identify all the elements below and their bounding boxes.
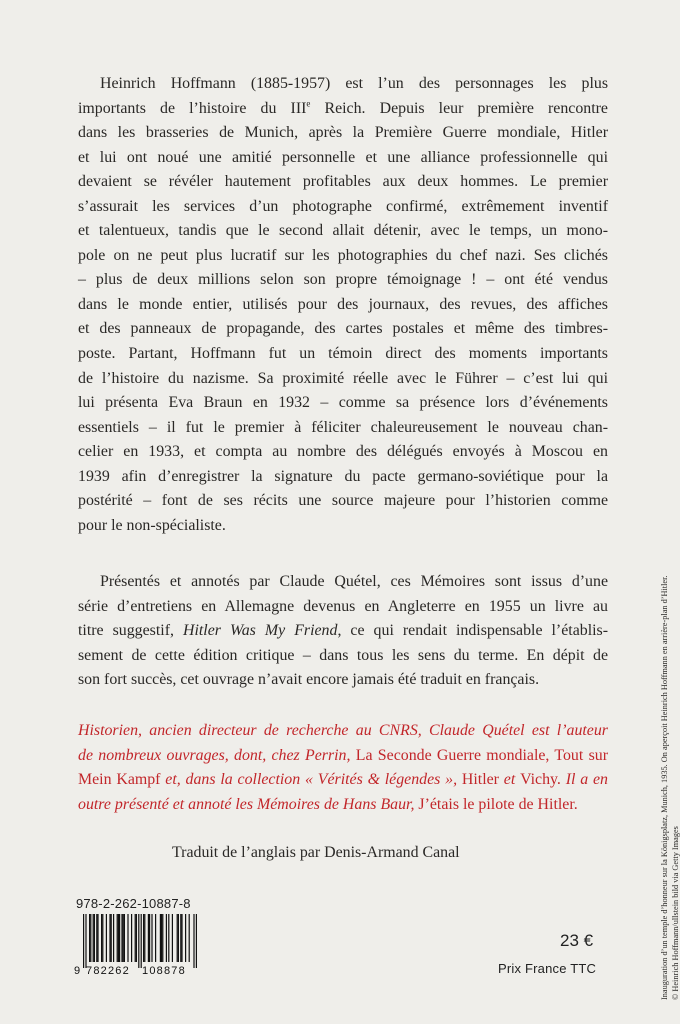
barcode-bar [180, 914, 181, 962]
text-line: devaient se révéler hautement profitables aux deux hommes. Le premier [78, 173, 608, 191]
text-line: et talentueux, tandis que le second allait détenir, avec le temps, un mono- [78, 222, 608, 240]
barcode-bar [127, 914, 128, 962]
text-line: celier en 1933, et compta au nombre des délégués envoyés à Moscou en [78, 443, 608, 461]
summary-paragraph-1 [78, 72, 608, 538]
barcode-bar [124, 914, 125, 962]
barcode-bar [109, 914, 110, 962]
barcode-bar [135, 914, 136, 962]
barcode-bar [149, 914, 150, 962]
barcode-bar [141, 914, 142, 968]
barcode-bar [102, 914, 103, 962]
barcode-bar [196, 914, 197, 968]
barcode-bar [177, 914, 178, 962]
text-line: importants de l’histoire du IIIe Reich. Depuis leur première rencontre [78, 98, 608, 117]
barcode-bar [178, 914, 179, 962]
text-line: sement de cette édition critique – dans tous les sens du terme. En dépit de [78, 646, 608, 664]
barcode-digit-first: 9 [74, 965, 81, 976]
book-title: La Seconde Guerre mondiale, Tout sur [355, 746, 608, 764]
barcode-bar [90, 914, 91, 962]
barcode-bar [94, 914, 95, 962]
barcode-bar [96, 914, 97, 962]
superscript: e [306, 98, 311, 109]
barcode-bar [148, 914, 149, 962]
photo-credit [660, 575, 680, 1000]
barcode-bar [161, 914, 162, 962]
text-line: pour le non-spécialiste. [78, 516, 226, 534]
barcode-bar [113, 914, 114, 962]
barcode-bar [166, 914, 167, 962]
summary-paragraph-2 [78, 570, 608, 693]
book-title: Mein Kampf [78, 771, 161, 789]
text-line: Mein Kampf et, dans la collection « Vérités & légendes », Hitler et Vichy. Il a en [78, 771, 608, 789]
barcode-bar [144, 914, 145, 962]
price: 23 € [560, 931, 594, 950]
book-title: Vichy. [520, 771, 561, 789]
photo-caption: Inauguration d’un temple d’honneur sur la Königsplatz, Munich, 1935. On aperçoit Heinrich Hoffmann en arrière-plan d’Hitler. [660, 575, 669, 1000]
barcode-bar [172, 914, 173, 962]
book-title: Hitler Was My Friend [182, 622, 338, 640]
barcode-bar [160, 914, 161, 962]
text-line: Heinrich Hoffmann (1885-1957) est l’un des personnages les plus [100, 75, 608, 92]
text-line: poste. Partant, Hoffmann fut un témoin direct des moments importants [78, 345, 608, 363]
barcode-bar [97, 914, 98, 962]
book-title: Hitler [461, 771, 499, 789]
barcode [73, 914, 201, 976]
barcode-bar [121, 914, 122, 962]
text-line: de l’histoire du nazisme. Sa proximité réelle avec le Führer – c’est lui qui [78, 369, 608, 387]
text-line: dans les brasseries de Munich, après la Première Guerre mondiale, Hitler [78, 124, 608, 142]
text-line: postérité – font de ses récits une source majeure pour l’historien comme [78, 492, 608, 510]
text-line: s’assurait les services d’un photographe confirmé, extrêmement inventif [78, 197, 608, 215]
text-line: et lui ont noué une amitié personnelle et une alliance professionnelle qui [78, 148, 608, 166]
barcode-bar [168, 914, 169, 962]
barcode-bar [93, 914, 94, 962]
price-label: Prix France TTC [498, 961, 597, 976]
text-line: 1939 afin d’enregistrer la signature du pacte germano-soviétique pour la [78, 467, 608, 485]
barcode-bar [136, 914, 137, 962]
text-line: de nombreux ouvrages, dont, chez Perrin, La Seconde Guerre mondiale, Tout sur [78, 746, 608, 764]
author-bio [78, 719, 608, 817]
barcode-digits-left: 782262 [86, 965, 130, 976]
barcode-bar [162, 914, 163, 962]
text-line: et des panneaux de propagande, des cartes postales et même des timbres- [78, 320, 608, 338]
barcode-bar [131, 914, 132, 962]
barcode-bar [155, 914, 156, 962]
barcode-bar [119, 914, 120, 962]
translator-credit: Traduit de l’anglais par Denis-Armand Canal [172, 844, 460, 861]
book-title: J’étais le pilote de Hitler. [418, 795, 578, 813]
barcode-bar [143, 914, 144, 962]
text-line: son fort succès, cet ouvrage n’avait encore jamais été traduit en français. [78, 671, 540, 689]
barcode-bar [101, 914, 102, 962]
barcode-bar [118, 914, 119, 962]
barcode-bar [106, 914, 107, 962]
barcode-bar [117, 914, 118, 962]
text-line: – plus de deux millions selon son propre témoignage ! – ont été vendus [78, 271, 608, 289]
barcode-digits-right: 108878 [142, 965, 186, 976]
barcode-bar [138, 914, 139, 968]
barcode-bar [111, 914, 112, 962]
photo-copyright: © Heinrich Hoffmann/ullstein bild via Getty Images [670, 826, 680, 1000]
text-line: essentiels – il fut le premier à féliciter chaleureusement le nouveau chan- [78, 418, 608, 436]
text-line: outre présenté et annoté les Mémoires de Hans Baur, J’étais le pilote de Hitler. [78, 795, 578, 813]
barcode-bar [181, 914, 182, 962]
barcode-bar [189, 914, 190, 962]
text-line: série d’entretiens en Allemagne devenus en Angleterre en 1955 un livre au [78, 597, 608, 615]
text-line: Historien, ancien directeur de recherche au CNRS, Claude Quétel est l’auteur [78, 722, 608, 739]
text-line: titre suggestif, Hitler Was My Friend, ce qui rendait indispensable l’établis- [78, 622, 608, 640]
text-line: pole on ne peut plus lucratif sur les photographies du chef nazi. Ses clichés [78, 246, 608, 264]
barcode-bar [83, 914, 84, 968]
barcode-bar [89, 914, 90, 962]
isbn: 978-2-262-10887-8 [76, 896, 191, 911]
text-line: dans le monde entier, utilisés pour des journaux, des revues, des affiches [78, 295, 608, 313]
barcode-bar [123, 914, 124, 962]
text-line: lui présenta Eva Braun en 1932 – comme sa présence lors d’événements [78, 394, 608, 412]
barcode-bar [193, 914, 194, 968]
barcode-bar [185, 914, 186, 962]
barcode-bar [151, 914, 152, 962]
barcode-bar [85, 914, 86, 968]
text-line: Présentés et annotés par Claude Quétel, ces Mémoires sont issus d’une [100, 573, 608, 590]
